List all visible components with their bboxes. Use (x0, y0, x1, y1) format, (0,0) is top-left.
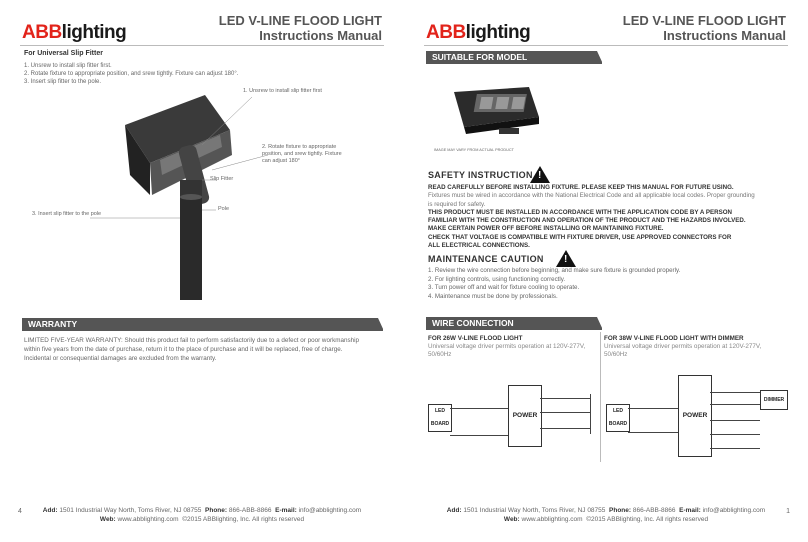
callout-slip-fitter: Slip Fitter (210, 176, 234, 182)
page-footer: Add: 1501 Industrial Way North, Toms River, NJ 08755 Phone: 866-ABB-8866 E-mail: info@abblighting.com Web: www.abblighting.com ©2015 ABBlighting, Inc. All rights reserved (446, 507, 766, 523)
brand-logo: ABBlighting (22, 22, 127, 43)
warning-icon: ! (556, 250, 576, 267)
safety-text: READ CAREFULLY BEFORE INSTALLING FIXTURE. PLEASE KEEP THIS MANUAL FOR FUTURE USING. Fixtures must be wired in accordance with the National Electrical Code and all applicable local codes. Proper grounding is required for safety. THIS PRODUCT MUST BE INSTALLED IN ACCORDANCE WITH THE APPLICATION CODE BY A PERSON FAMILIAR WITH THE CONSTRUCTION AND OPERATION OF THE PRODUCT AND THE HAZARDS INVOLVED. MAKE CERTAIN POWER OFF BEFORE INSTALLING OR MAINTAINING FIXTURE. CHECK THAT VOLTAGE IS COMPATIBLE WITH FIXTURE DRIVER, USE APPROVED CONNECTORS FOR ALL ELECTRICAL CONNECTIONS. (428, 184, 755, 250)
wire-black (628, 432, 678, 433)
wiring-38w: FOR 38W V-LINE FLOOD LIGHT WITH DIMMER Universal voltage driver permits operation at 120V-277V, 50/60Hz (604, 335, 762, 358)
wire-ground (540, 428, 590, 429)
callout-insert: 3. Insert slip fitter to the pole (32, 211, 102, 217)
slip-fitter-title: For Universal Slip Fitter (24, 50, 103, 57)
page-number: 1 (786, 508, 790, 515)
wire-dim-purple (710, 392, 760, 393)
wire-ground (710, 448, 760, 449)
page-footer: Add: 1501 Industrial Way North, Toms River, NJ 08755 Phone: 866-ABB-8866 E-mail: info@abblighting.com Web: www.abblighting.com ©2015 ABBlighting, Inc. All rights reserved (42, 507, 362, 523)
document-title: LED V-LINE FLOOD LIGHT (218, 13, 382, 28)
step-item: 3. Insert slip fitter to the pole. (24, 79, 102, 85)
wire-terminal (590, 394, 591, 434)
dimmer-box: DIMMER (760, 390, 788, 410)
wiring-26w: FOR 26W V-LINE FLOOD LIGHT Universal voltage driver permits operation at 120V-277V, 50/60Hz (428, 335, 586, 358)
wire-ac-white (710, 434, 760, 435)
safety-heading: SAFETY INSTRUCTION (428, 170, 533, 180)
warranty-text: LIMITED FIVE-YEAR WARRANTY: Should this product fail to perform satisfactorily due to a defect or poor workmanship within five years from the date of purchase, return it to the place of purchase and it will be replaced, free of charge. Incidental or consequential damages are excluded from the warranty. (24, 337, 360, 362)
email-link[interactable]: info@abblighting.com (298, 507, 362, 514)
header-rule (20, 45, 384, 46)
wire-ac-black (710, 420, 760, 421)
wire-red (628, 408, 678, 409)
slip-fitter-steps (24, 62, 238, 86)
document-subtitle: Instructions Manual (259, 28, 382, 43)
website-link[interactable]: www.abblighting.com (521, 516, 583, 523)
document-subtitle: Instructions Manual (663, 28, 786, 43)
wire-ac-white (540, 412, 590, 413)
wire-red (450, 408, 508, 409)
wire-ac-black (540, 398, 590, 399)
website-link[interactable]: www.abblighting.com (117, 516, 179, 523)
brand-logo: ABBlighting (426, 22, 531, 43)
image-disclaimer: IMAGE MAY VARY FROM ACTUAL PRODUCT (434, 148, 514, 152)
power-box: POWER (678, 375, 712, 457)
step-item: 1. Unsrew to install slip fitter first. (24, 63, 112, 69)
page-header (623, 13, 786, 43)
right-page (404, 0, 808, 542)
model-bar: SUITABLE FOR MODEL (426, 51, 602, 64)
led-board-box: LED BOARD (428, 404, 452, 432)
wire-black (450, 435, 508, 436)
list-item: 1. Review the wire connection before beginning, and make sure fixture is grounded properly. (428, 267, 681, 274)
callout-pole: Pole (218, 206, 230, 212)
step-item: 2. Rotate fixture to appropriate position, and srew tightly. Fixture can adjust 180°. (24, 71, 239, 77)
maintenance-list (428, 267, 680, 301)
wire-connection-bar: WIRE CONNECTION (426, 317, 602, 330)
email-link[interactable]: info@abblighting.com (702, 507, 766, 514)
callout-rotate: 2. Rotate fixture to appropriate position, and srew tightly. Fixture can adjust 180° (262, 144, 342, 164)
callout-unscrew: 1. Unsrew to install slip fitter first (243, 88, 322, 94)
list-item: 2. For lighting controls, using functioning correctly. (428, 275, 566, 283)
maintenance-heading: MAINTENANCE CAUTION (428, 254, 544, 264)
led-board-box: LED BOARD (606, 404, 630, 432)
document-title: LED V-LINE FLOOD LIGHT (622, 13, 786, 28)
list-item: 3. Turn power off and wait for fixture cooling to operate. (428, 284, 580, 291)
slip-fitter-illustration (20, 85, 390, 300)
product-image (444, 82, 544, 142)
column-divider (600, 332, 601, 462)
wire-dim-gray (710, 404, 760, 405)
power-box: POWER (508, 385, 542, 447)
warning-icon: ! (530, 166, 550, 183)
page-number: 4 (18, 508, 22, 515)
page-header (219, 13, 382, 43)
list-item: 4. Maintenance must be done by professionals. (428, 292, 558, 300)
header-rule (424, 45, 788, 46)
warranty-bar: WARRANTY (22, 318, 383, 331)
